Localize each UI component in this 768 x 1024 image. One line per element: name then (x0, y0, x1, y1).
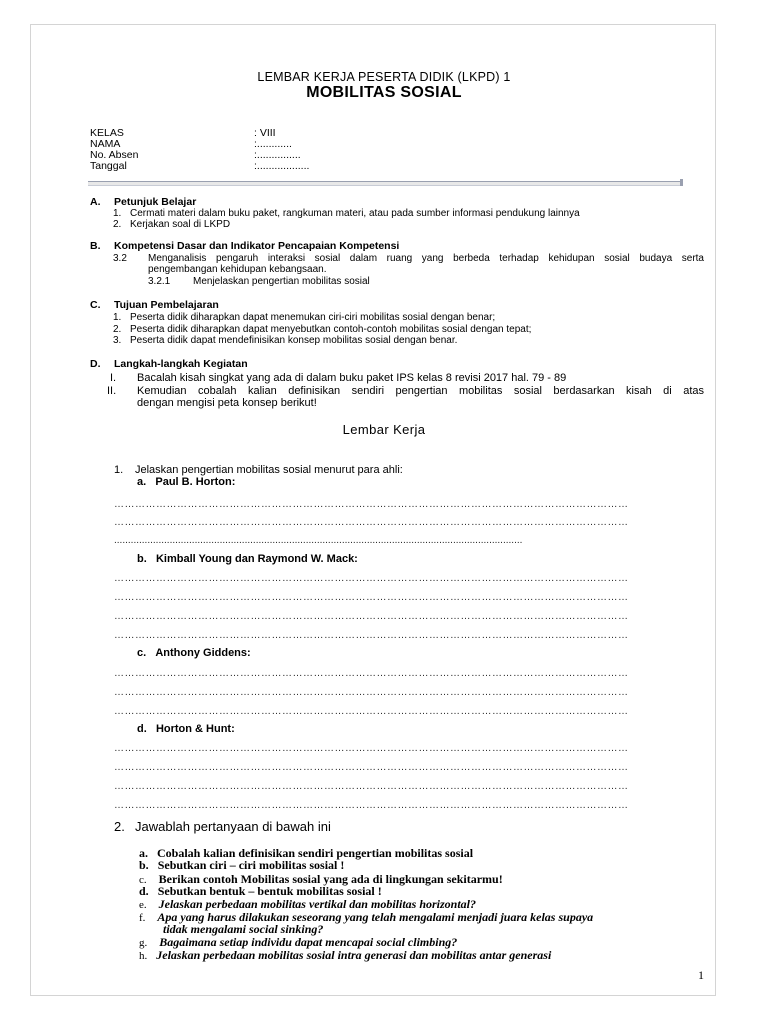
info-label: No. Absen (90, 149, 139, 161)
question-text: Jelaskan pengertian mobilitas sosial menurut para ahli: (135, 464, 403, 476)
list-item: Peserta didik dapat mendefinisikan konsep mobilitas sosial dengan benar. (130, 335, 458, 346)
list-item-num: 1. (113, 312, 122, 323)
info-value: :............ (254, 138, 292, 150)
answer-line[interactable]: ………………………………………………………………………………………………………………………………… (114, 611, 629, 622)
answer-line[interactable]: ………………………………………………………………………………………………………………………………… (114, 800, 629, 811)
answer-line[interactable]: ………………………………………………………………………………………………………………………………… (114, 517, 629, 528)
answer-line[interactable]: ………………………………………………………………………………………………………………………………… (114, 762, 629, 773)
info-label: Tanggal (90, 160, 127, 172)
answer-line[interactable]: ………………………………………………………………………………………………………………………………… (114, 781, 629, 792)
expert-heading: b. Kimball Young dan Raymond W. Mack: (137, 553, 358, 565)
kd-text: Menganalisis pengaruh interaksi sosial dalam ruang yang berbeda terhadap kehidupan sosial budaya serta (148, 253, 704, 264)
answer-line[interactable]: ………………………………………………………………………………………………………………………………… (114, 743, 629, 754)
expert-heading: d. Horton & Hunt: (137, 723, 235, 735)
question-number: 2. (114, 819, 125, 834)
step-text-cont: dengan mengisi peta konsep berikut! (137, 397, 317, 409)
indicator-number: 3.2.1 (148, 276, 171, 287)
question-text: Jawablah pertanyaan di bawah ini (135, 819, 331, 834)
list-item: Kerjakan soal di LKPD (130, 219, 231, 230)
step-text: Bacalah kisah singkat yang ada di dalam buku paket IPS kelas 8 revisi 2017 hal. 79 - 89 (137, 372, 567, 384)
question-number: 1. (114, 464, 124, 476)
question-item: c. Berikan contoh Mobilitas sosial yang ada di lingkungan sekitarmu! (139, 872, 503, 886)
step-text: Kemudian cobalah kalian definisikan sendiri pengertian mobilitas sosial berdasarkan kisah di atas (137, 385, 704, 397)
question-item: f. Apa yang harus dilakukan seseorang yang telah mengalami menjadi juara kelas supaya (139, 910, 594, 924)
indicator-text: Menjelaskan pengertian mobilitas sosial (193, 276, 370, 287)
question-item: a. Cobalah kalian definisikan sendiri pengertian mobilitas sosial (139, 846, 474, 860)
page-number: 1 (698, 968, 704, 982)
list-item-num: 3. (113, 335, 122, 346)
section-d-heading: D. Langkah-langkah Kegiatan (90, 358, 248, 370)
topic-title: MOBILITAS SOSIAL (306, 84, 462, 101)
answer-line[interactable]: ………………………………………………………………………………………………………………………………… (114, 706, 629, 717)
section-b-heading: B. Kompetensi Dasar dan Indikator Pencapaian Kompetensi (90, 240, 400, 252)
question-item: d. Sebutkan bentuk – bentuk mobilitas sosial ! (139, 884, 382, 898)
question-item-cont: tidak mengalami social sinking? (163, 922, 324, 936)
lkpd-title: LEMBAR KERJA PESERTA DIDIK (LKPD) 1 (257, 70, 511, 84)
info-label: KELAS (90, 127, 124, 139)
question-item: b. Sebutkan ciri – ciri mobilitas sosial ! (139, 858, 345, 872)
info-value: : VIII (254, 127, 276, 139)
list-item-num: 1. (113, 208, 122, 219)
list-item: Peserta didik diharapkan dapat menemukan ciri-ciri mobilitas sosial dengan benar; (130, 312, 496, 323)
step-number: I. (110, 372, 117, 384)
answer-line[interactable]: ………………………………………………………………………………………………………………………………… (114, 668, 629, 679)
section-a-heading: A. Petunjuk Belajar (90, 196, 197, 208)
answer-line[interactable]: ………………………………………………………………………………………………………………………………… (114, 573, 629, 584)
expert-heading: c. Anthony Giddens: (137, 647, 251, 659)
list-item: Cermati materi dalam buku paket, rangkuman materi, atau pada sumber informasi pendukung lainnya (130, 208, 580, 219)
info-label: NAMA (90, 138, 121, 150)
answer-line[interactable]: ………………………………………………………………………………………………………………………………… (114, 592, 629, 603)
worksheet-title: Lembar Kerja (342, 422, 426, 437)
info-value: :.................. (254, 160, 310, 172)
answer-line[interactable]: ………………………………………………………………………………………………………………………………… (114, 687, 629, 698)
expert-heading: a. Paul B. Horton: (137, 476, 236, 488)
answer-line[interactable]: ................................................................................................................................................... (114, 535, 523, 546)
step-number: II. (107, 385, 117, 397)
question-item: h. Jelaskan perbedaan mobilitas sosial intra generasi dan mobilitas antar generasi (139, 948, 552, 962)
kd-number: 3.2 (113, 253, 127, 264)
answer-line[interactable]: ………………………………………………………………………………………………………………………………… (114, 630, 629, 641)
question-item: g. Bagaimana setiap individu dapat mencapai social climbing? (139, 935, 458, 949)
answer-line[interactable]: ………………………………………………………………………………………………………………………………… (114, 499, 629, 510)
question-item: e. Jelaskan perbedaan mobilitas vertikal dan mobilitas horizontal? (139, 897, 477, 911)
kd-text-cont: pengembangan kehidupan kebangsaan. (148, 264, 327, 275)
list-item: Peserta didik diharapkan dapat menyebutkan contoh-contoh mobilitas sosial dengan tepat; (130, 324, 532, 335)
info-value: :............... (254, 149, 301, 161)
list-item-num: 2. (113, 324, 122, 335)
section-c-heading: C. Tujuan Pembelajaran (90, 299, 219, 311)
list-item-num: 2. (113, 219, 122, 230)
header-divider (88, 181, 683, 186)
divider-end (680, 179, 683, 186)
